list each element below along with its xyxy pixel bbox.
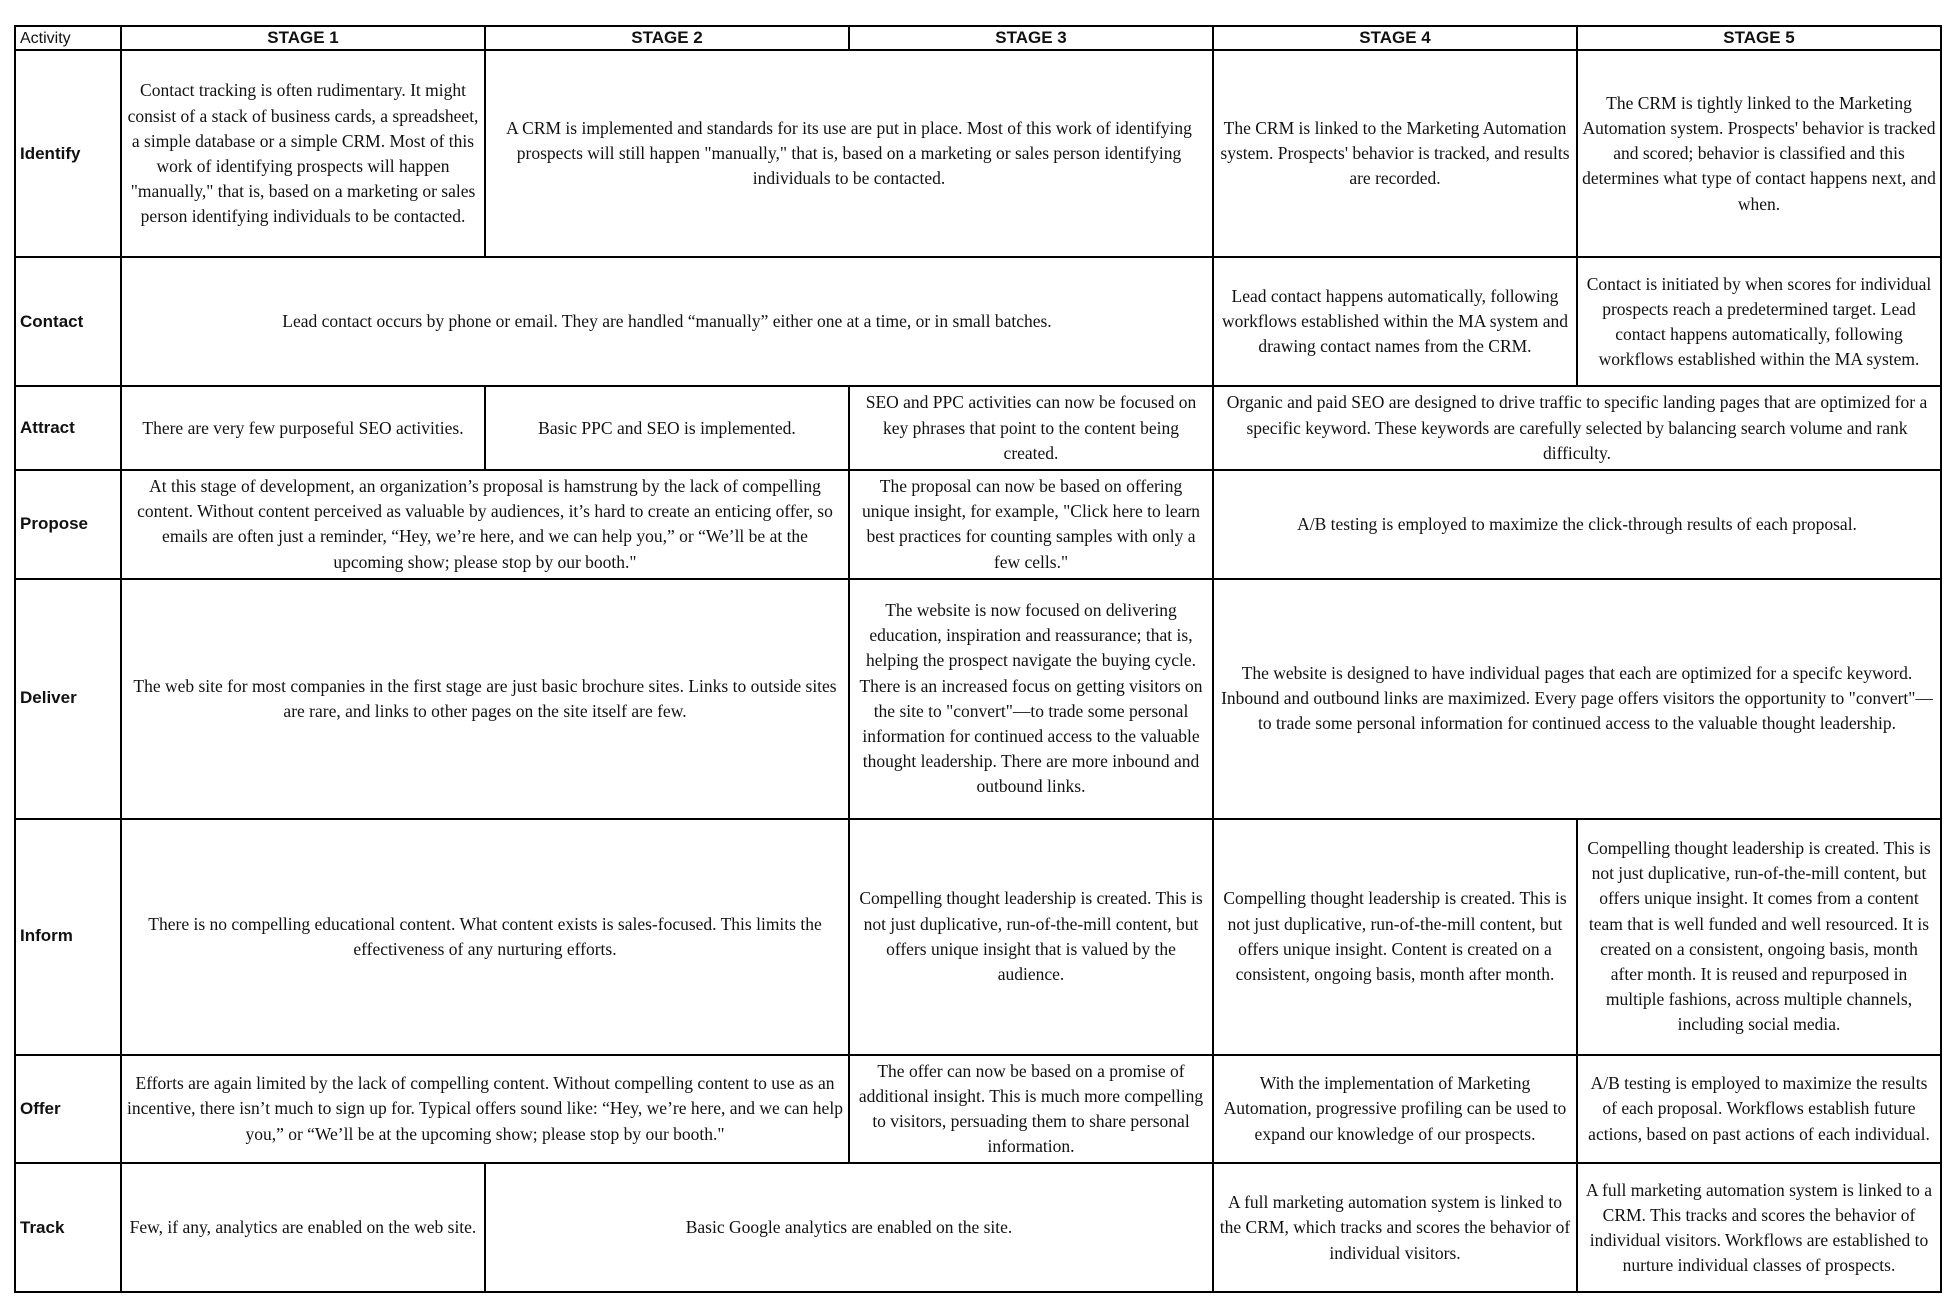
attract-stage-3-cell: SEO and PPC activities can now be focused on key phrases that point to the content being created.	[849, 386, 1213, 470]
activity-label-propose: Propose	[15, 470, 121, 579]
propose-stage-4-5-cell: A/B testing is employed to maximize the click-through results of each proposal.	[1213, 470, 1941, 579]
stage-1-header: STAGE 1	[121, 26, 485, 50]
activity-column-header: Activity	[15, 26, 121, 50]
inform-stage-3-cell: Compelling thought leadership is created. This is not just duplicative, run-of-the-mill content, but offers unique insight that is valued by the audience.	[849, 819, 1213, 1055]
table-row-attract	[15, 386, 1941, 470]
activity-label-identify: Identify	[15, 50, 121, 257]
stage-4-header: STAGE 4	[1213, 26, 1577, 50]
stage-3-header: STAGE 3	[849, 26, 1213, 50]
propose-stage-1-2-cell: At this stage of development, an organization’s proposal is hamstrung by the lack of compelling content. Without content perceived as valuable by audiences, it’s hard to create an enticing offer, so emails are often just a reminder, “Hey, we’re here, and we can help you,” or “We’ll be at the upcoming show; please stop by our booth."	[121, 470, 849, 579]
attract-stage-2-cell: Basic PPC and SEO is implemented.	[485, 386, 849, 470]
activity-label-offer: Offer	[15, 1055, 121, 1164]
contact-stage-4-cell: Lead contact happens automatically, following workflows established within the MA system and drawing contact names from the CRM.	[1213, 257, 1577, 386]
inform-stage-1-2-cell: There is no compelling educational content. What content exists is sales-focused. This limits the effectiveness of any nurturing efforts.	[121, 819, 849, 1055]
track-stage-5-cell: A full marketing automation system is linked to a CRM. This tracks and scores the behavior of individual visitors. Workflows are established to nurture individual classes of prospects.	[1577, 1163, 1941, 1292]
marketing-maturity-table	[14, 25, 1942, 1293]
deliver-stage-3-cell: The website is now focused on delivering education, inspiration and reassurance; that is, helping the prospect navigate the buying cycle. There is an increased focus on getting visitors on the site to "convert"—to trade some personal information for continued access to the valuable thought leadership. There are more inbound and outbound links.	[849, 579, 1213, 819]
activity-label-inform: Inform	[15, 819, 121, 1055]
stage-5-header: STAGE 5	[1577, 26, 1941, 50]
table-row-propose	[15, 470, 1941, 579]
stage-2-header: STAGE 2	[485, 26, 849, 50]
offer-stage-4-cell: With the implementation of Marketing Automation, progressive profiling can be used to expand our knowledge of our prospects.	[1213, 1055, 1577, 1164]
deliver-stage-1-2-cell: The web site for most companies in the first stage are just basic brochure sites. Links to outside sites are rare, and links to other pages on the site itself are few.	[121, 579, 849, 819]
attract-stage-1-cell: There are very few purposeful SEO activities.	[121, 386, 485, 470]
table-row-deliver	[15, 579, 1941, 819]
propose-stage-3-cell: The proposal can now be based on offering unique insight, for example, "Click here to learn best practices for counting samples with only a few cells."	[849, 470, 1213, 579]
activity-label-contact: Contact	[15, 257, 121, 386]
inform-stage-5-cell: Compelling thought leadership is created. This is not just duplicative, run-of-the-mill content, but offers unique insight. It comes from a content team that is well funded and well resourced. It is created on a consistent, ongoing basis, month after month. It is reused and repurposed in multiple fashions, across multiple channels, including social media.	[1577, 819, 1941, 1055]
track-stage-1-cell: Few, if any, analytics are enabled on the web site.	[121, 1163, 485, 1292]
deliver-stage-4-5-cell: The website is designed to have individual pages that each are optimized for a specifc keyword. Inbound and outbound links are maximized. Every page offers visitors the opportunity to "convert"—to trade some personal information for continued access to the valuable thought leadership.	[1213, 579, 1941, 819]
identify-stage-5-cell: The CRM is tightly linked to the Marketing Automation system. Prospects' behavior is tracked and scored; behavior is classified and this determines what type of contact happens next, and when.	[1577, 50, 1941, 257]
identify-stage-2-3-cell: A CRM is implemented and standards for its use are put in place. Most of this work of identifying prospects will still happen "manually," that is, based on a marketing or sales person identifying individuals to be contacted.	[485, 50, 1213, 257]
track-stage-2-3-cell: Basic Google analytics are enabled on the site.	[485, 1163, 1213, 1292]
offer-stage-5-cell: A/B testing is employed to maximize the results of each proposal. Workflows establish future actions, based on past actions of each individual.	[1577, 1055, 1941, 1164]
contact-stage-5-cell: Contact is initiated by when scores for individual prospects reach a predetermined target. Lead contact happens automatically, following workflows established within the MA system.	[1577, 257, 1941, 386]
activity-label-attract: Attract	[15, 386, 121, 470]
offer-stage-1-2-cell: Efforts are again limited by the lack of compelling content. Without compelling content to use as an incentive, there isn’t much to sign up for. Typical offers sound like: “Hey, we’re here, and we can help you,” or “We’ll be at the upcoming show; please stop by our booth."	[121, 1055, 849, 1164]
table-row-inform	[15, 819, 1941, 1055]
table-row-track	[15, 1163, 1941, 1292]
identify-stage-1-cell: Contact tracking is often rudimentary. It might consist of a stack of business cards, a spreadsheet, a simple database or a simple CRM. Most of this work of identifying prospects will happen "manually," that is, based on a marketing or sales person identifying individuals to be contacted.	[121, 50, 485, 257]
activity-label-track: Track	[15, 1163, 121, 1292]
header-row	[15, 26, 1941, 50]
table-row-identify	[15, 50, 1941, 257]
track-stage-4-cell: A full marketing automation system is linked to the CRM, which tracks and scores the behavior of individual visitors.	[1213, 1163, 1577, 1292]
table-row-offer	[15, 1055, 1941, 1164]
contact-stage-1-3-cell: Lead contact occurs by phone or email. They are handled “manually” either one at a time, or in small batches.	[121, 257, 1213, 386]
table-row-contact	[15, 257, 1941, 386]
activity-label-deliver: Deliver	[15, 579, 121, 819]
inform-stage-4-cell: Compelling thought leadership is created. This is not just duplicative, run-of-the-mill content, but offers unique insight. Content is created on a consistent, ongoing basis, month after month.	[1213, 819, 1577, 1055]
attract-stage-4-5-cell: Organic and paid SEO are designed to drive traffic to specific landing pages that are optimized for a specific keyword. These keywords are carefully selected by balancing search volume and rank difficulty.	[1213, 386, 1941, 470]
identify-stage-4-cell: The CRM is linked to the Marketing Automation system. Prospects' behavior is tracked, and results are recorded.	[1213, 50, 1577, 257]
offer-stage-3-cell: The offer can now be based on a promise of additional insight. This is much more compelling to visitors, persuading them to share personal information.	[849, 1055, 1213, 1164]
